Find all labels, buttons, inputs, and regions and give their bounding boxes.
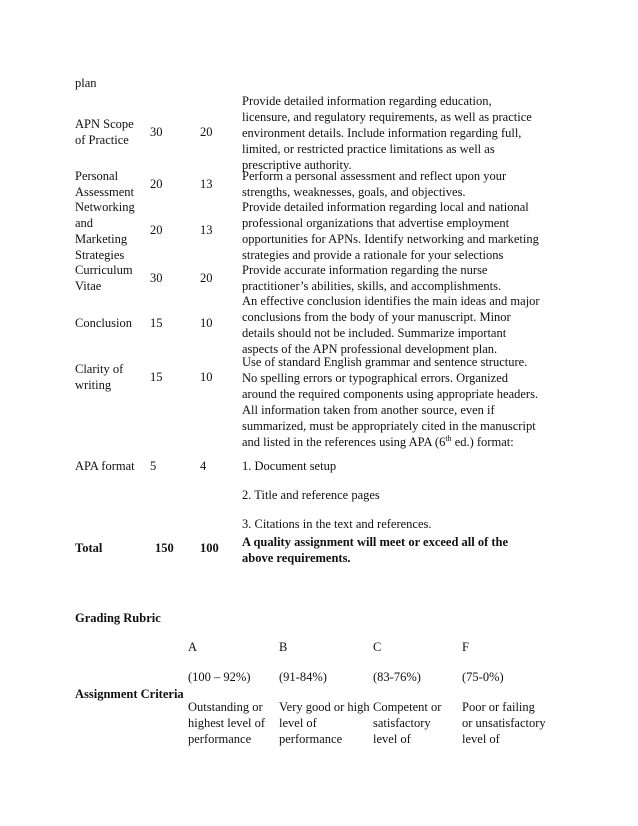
points-networking: 20 <box>150 223 163 237</box>
description-clarity: Use of standard English grammar and sentence structure. No spelling errors or typographical errors. Organized around the required components using appropriate headers. <box>242 355 539 401</box>
description-curriculum-vitae: Provide accurate information regarding the nurse practitioner’s abilities, skills, and accomplishments. <box>242 263 502 293</box>
required-apn-scope: 20 <box>200 125 213 139</box>
required-clarity: 10 <box>200 370 213 384</box>
points-personal-assessment: 20 <box>150 177 163 191</box>
criteria-clarity: Clarity of writing <box>75 362 124 392</box>
criteria-personal-assessment: Personal Assessment <box>75 169 135 199</box>
description-networking: Provide detailed information regarding local and national professional organizations that advertise employment opportunities for APNs. Identify networking and marketing strategies and provide a rationale for your selections <box>242 200 539 262</box>
grade-range-b: (91-84%) <box>279 670 327 684</box>
required-networking: 13 <box>200 223 213 237</box>
grade-desc-a: Outstanding or highest level of performance <box>188 700 266 746</box>
total-points: 150 <box>155 541 174 555</box>
criteria-conclusion: Conclusion <box>75 316 132 330</box>
criteria-apn-scope: APN Scope of Practice <box>75 117 134 147</box>
description-apa-intro: All information taken from another source, even if summarized, must be appropriately cited in the manuscript and listed in the references using APA (6th ed.) format: <box>242 403 536 449</box>
grade-letter-f: F <box>462 640 469 654</box>
description-personal-assessment: Perform a personal assessment and reflect upon your strengths, weaknesses, goals, and objectives. <box>242 169 507 199</box>
points-curriculum-vitae: 30 <box>150 271 163 285</box>
criteria-networking: Networking and Marketing Strategies <box>75 200 135 262</box>
grade-desc-b: Very good or high level of performance <box>279 700 370 746</box>
grade-desc-c: Competent or satisfactory level of <box>373 700 442 746</box>
required-curriculum-vitae: 20 <box>200 271 213 285</box>
required-apa-format: 4 <box>200 459 207 473</box>
apa-item: 2. Title and reference pages <box>242 488 380 502</box>
apa-item: 3. Citations in the text and references. <box>242 517 432 531</box>
points-clarity: 15 <box>150 370 163 384</box>
assignment-criteria-label: Assignment Criteria <box>75 687 184 701</box>
criteria-apa-format: APA format <box>75 459 135 473</box>
grade-letter-c: C <box>373 640 382 654</box>
total-label: Total <box>75 541 103 555</box>
required-personal-assessment: 13 <box>200 177 213 191</box>
description-conclusion: An effective conclusion identifies the main ideas and major conclusions from the body of your manuscript. Minor details should not be included. Summarize important aspects of the APN professional development plan. <box>242 294 540 356</box>
total-required: 100 <box>200 541 219 555</box>
grade-range-f: (75-0%) <box>462 670 504 684</box>
points-apa-format: 5 <box>150 459 157 473</box>
points-conclusion: 15 <box>150 316 163 330</box>
grade-desc-f: Poor or failing or unsatisfactory level of <box>462 700 546 746</box>
grade-range-a: (100 – 92%) <box>188 670 251 684</box>
grade-range-c: (83-76%) <box>373 670 421 684</box>
criteria-curriculum-vitae: Curriculum Vitae <box>75 263 133 293</box>
required-conclusion: 10 <box>200 316 213 330</box>
continued-text-plan: plan <box>75 76 97 90</box>
description-apn-scope: Provide detailed information regarding education, licensure, and regulatory requirements, as well as practice environment details. Include information regarding full, limited, or restricted practice limitations as well as prescriptive authority. <box>242 94 532 172</box>
points-apn-scope: 30 <box>150 125 163 139</box>
grade-letter-b: B <box>279 640 288 654</box>
grading-rubric-heading: Grading Rubric <box>75 611 161 625</box>
grade-letter-a: A <box>188 640 198 654</box>
total-description: A quality assignment will meet or exceed all of the above requirements. <box>242 535 509 565</box>
apa-item: 1. Document setup <box>242 459 337 473</box>
